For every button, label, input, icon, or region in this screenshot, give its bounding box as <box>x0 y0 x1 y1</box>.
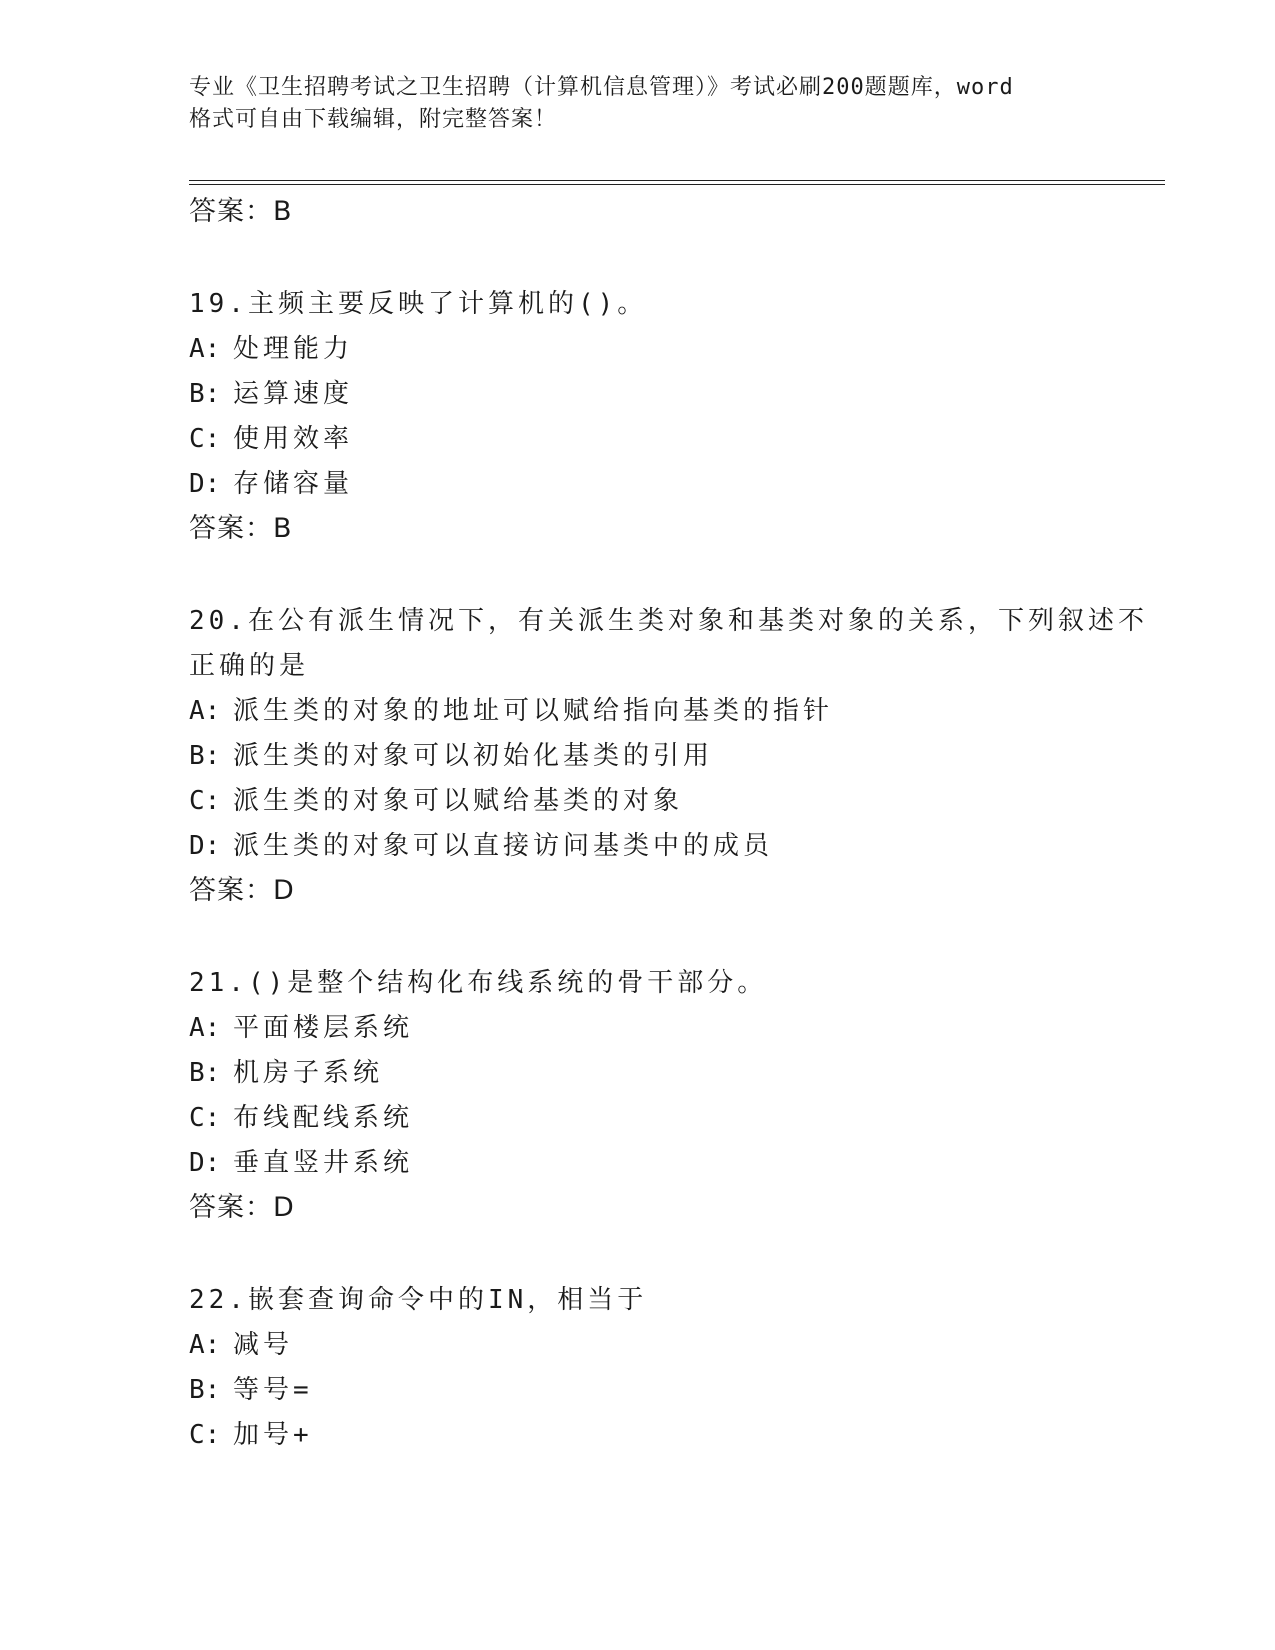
header-divider <box>189 180 1165 181</box>
option-text: 平面楼层系统 <box>233 1013 414 1043</box>
option-text: 垂直竖井系统 <box>233 1148 414 1178</box>
option-text: 布线配线系统 <box>233 1103 414 1133</box>
option-text: 机房子系统 <box>233 1058 384 1088</box>
option-a <box>189 1006 1149 1051</box>
option-text: 处理能力 <box>233 334 354 364</box>
option-letter: C: <box>189 1420 221 1450</box>
option-letter: A: <box>189 1330 221 1360</box>
question-block-19 <box>189 282 1149 551</box>
option-d <box>189 1141 1149 1186</box>
option-letter: B: <box>189 379 221 409</box>
option-c <box>189 1413 1149 1458</box>
option-text: 使用效率 <box>233 424 354 454</box>
option-c <box>189 417 1149 462</box>
header-line-1: 专业《卫生招聘考试之卫生招聘（计算机信息管理）》考试必刷200题题库，word <box>189 75 1014 100</box>
question-text: 22.嵌套查询命令中的IN，相当于 <box>189 1285 648 1315</box>
option-a <box>189 327 1149 372</box>
option-d <box>189 824 1149 869</box>
option-text: 运算速度 <box>233 379 354 409</box>
header-divider-secondary <box>189 184 1165 185</box>
option-a <box>189 1323 1149 1368</box>
answer-line: 答案：D <box>189 1192 295 1223</box>
question-text: 19.主频主要反映了计算机的()。 <box>189 289 648 319</box>
document-header <box>189 72 1089 136</box>
question-list <box>189 190 1149 1458</box>
question-text: 21.()是整个结构化布线系统的骨干部分。 <box>189 968 768 998</box>
option-letter: C: <box>189 1103 221 1133</box>
answer-line: 答案：B <box>189 513 293 544</box>
answer-line: 答案：B <box>189 196 293 227</box>
option-b <box>189 734 1149 779</box>
option-text: 存储容量 <box>233 469 354 499</box>
option-d <box>189 462 1149 507</box>
option-letter: C: <box>189 424 221 454</box>
option-b <box>189 1368 1149 1413</box>
option-text: 减号 <box>233 1330 294 1360</box>
option-letter: B: <box>189 1058 221 1088</box>
option-letter: D: <box>189 469 221 499</box>
question-block-21 <box>189 961 1149 1230</box>
header-line-2: 格式可自由下载编辑，附完整答案！ <box>189 107 558 132</box>
option-letter: A: <box>189 334 221 364</box>
option-a <box>189 689 1149 734</box>
option-text: 派生类的对象可以赋给基类的对象 <box>233 786 684 816</box>
question-block-20 <box>189 599 1149 913</box>
option-letter: C: <box>189 786 221 816</box>
option-text: 等号= <box>233 1375 313 1405</box>
option-text: 派生类的对象可以初始化基类的引用 <box>233 741 714 771</box>
question-block-22 <box>189 1278 1149 1458</box>
option-b <box>189 372 1149 417</box>
option-c <box>189 779 1149 824</box>
question-text: 20.在公有派生情况下，有关派生类对象和基类对象的关系，下列叙述不正确的是 <box>189 606 1148 681</box>
option-letter: A: <box>189 1013 221 1043</box>
option-letter: D: <box>189 831 221 861</box>
option-letter: B: <box>189 741 221 771</box>
option-text: 加号+ <box>233 1420 313 1450</box>
option-letter: B: <box>189 1375 221 1405</box>
option-c <box>189 1096 1149 1141</box>
option-text: 派生类的对象的地址可以赋给指向基类的指针 <box>233 696 834 726</box>
option-letter: D: <box>189 1148 221 1178</box>
answer-line: 答案：D <box>189 875 295 906</box>
option-text: 派生类的对象可以直接访问基类中的成员 <box>233 831 774 861</box>
option-b <box>189 1051 1149 1096</box>
option-letter: A: <box>189 696 221 726</box>
